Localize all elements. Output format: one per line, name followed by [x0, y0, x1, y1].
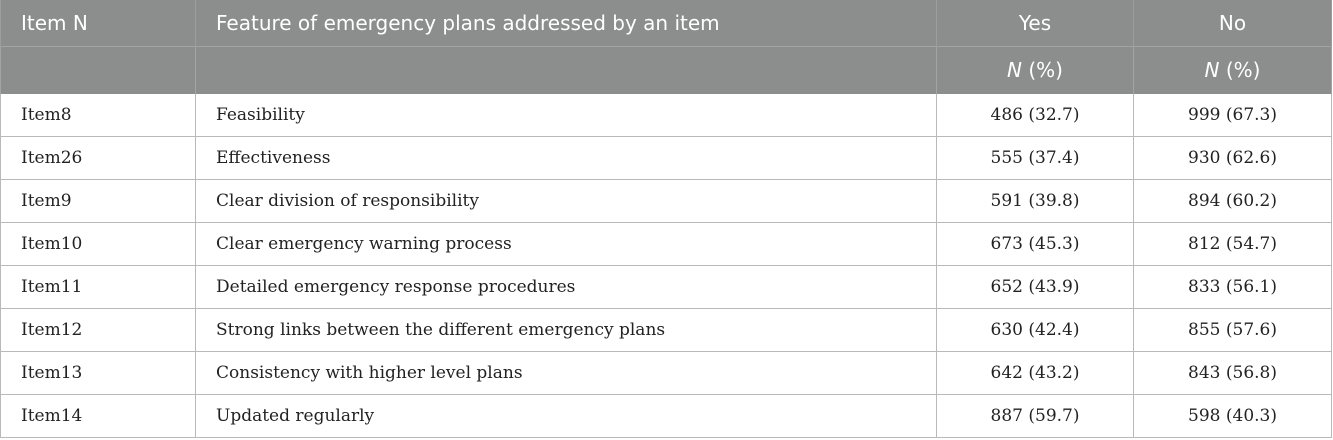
cell-feature: Detailed emergency response procedures: [196, 266, 937, 309]
subheader-yes-pct: (%): [1022, 58, 1063, 82]
cell-feature: Consistency with higher level plans: [196, 352, 937, 395]
cell-yes: 630 (42.4): [937, 309, 1134, 352]
cell-no: 999 (67.3): [1134, 94, 1332, 137]
header-item-n: Item N: [1, 0, 196, 47]
table-row: [1, 266, 1332, 309]
table-row: [1, 180, 1332, 223]
subheader-yes: [937, 47, 1134, 94]
cell-item: Item13: [1, 352, 196, 395]
cell-feature: Clear emergency warning process: [196, 223, 937, 266]
cell-item: Item10: [1, 223, 196, 266]
cell-feature: Clear division of responsibility: [196, 180, 937, 223]
cell-feature: Updated regularly: [196, 395, 937, 438]
table-row: [1, 223, 1332, 266]
subheader-no-n: N: [1204, 58, 1220, 82]
header-row-2: [1, 47, 1332, 94]
cell-yes: 642 (43.2): [937, 352, 1134, 395]
subheader-yes-n: N: [1007, 58, 1022, 82]
cell-no: 833 (56.1): [1134, 266, 1332, 309]
table-row: [1, 395, 1332, 438]
header-yes: Yes: [937, 0, 1134, 47]
table-row: [1, 309, 1332, 352]
cell-feature: Feasibility: [196, 94, 937, 137]
cell-no: 894 (60.2): [1134, 180, 1332, 223]
table-row: [1, 352, 1332, 395]
header-feature: Feature of emergency plans addressed by an item: [196, 0, 937, 47]
subheader-item-n: [1, 47, 196, 94]
cell-no: 598 (40.3): [1134, 395, 1332, 438]
cell-no: 843 (56.8): [1134, 352, 1332, 395]
cell-item: Item12: [1, 309, 196, 352]
table-body: [1, 94, 1332, 438]
cell-no: 855 (57.6): [1134, 309, 1332, 352]
header-no: No: [1134, 0, 1332, 47]
cell-yes: 673 (45.3): [937, 223, 1134, 266]
cell-yes: 555 (37.4): [937, 137, 1134, 180]
cell-yes: 652 (43.9): [937, 266, 1134, 309]
cell-no: 930 (62.6): [1134, 137, 1332, 180]
cell-feature: Effectiveness: [196, 137, 937, 180]
cell-no: 812 (54.7): [1134, 223, 1332, 266]
table-row: [1, 137, 1332, 180]
cell-yes: 486 (32.7): [937, 94, 1134, 137]
cell-item: Item11: [1, 266, 196, 309]
subheader-no: [1134, 47, 1332, 94]
cell-feature: Strong links between the different emergency plans: [196, 309, 937, 352]
cell-item: Item9: [1, 180, 196, 223]
table-header: [1, 0, 1332, 94]
header-row-1: [1, 0, 1332, 47]
cell-item: Item14: [1, 395, 196, 438]
subheader-no-pct: (%): [1219, 58, 1261, 82]
cell-item: Item26: [1, 137, 196, 180]
cell-yes: 887 (59.7): [937, 395, 1134, 438]
subheader-feature: [196, 47, 937, 94]
cell-yes: 591 (39.8): [937, 180, 1134, 223]
cell-item: Item8: [1, 94, 196, 137]
table-row: [1, 94, 1332, 137]
